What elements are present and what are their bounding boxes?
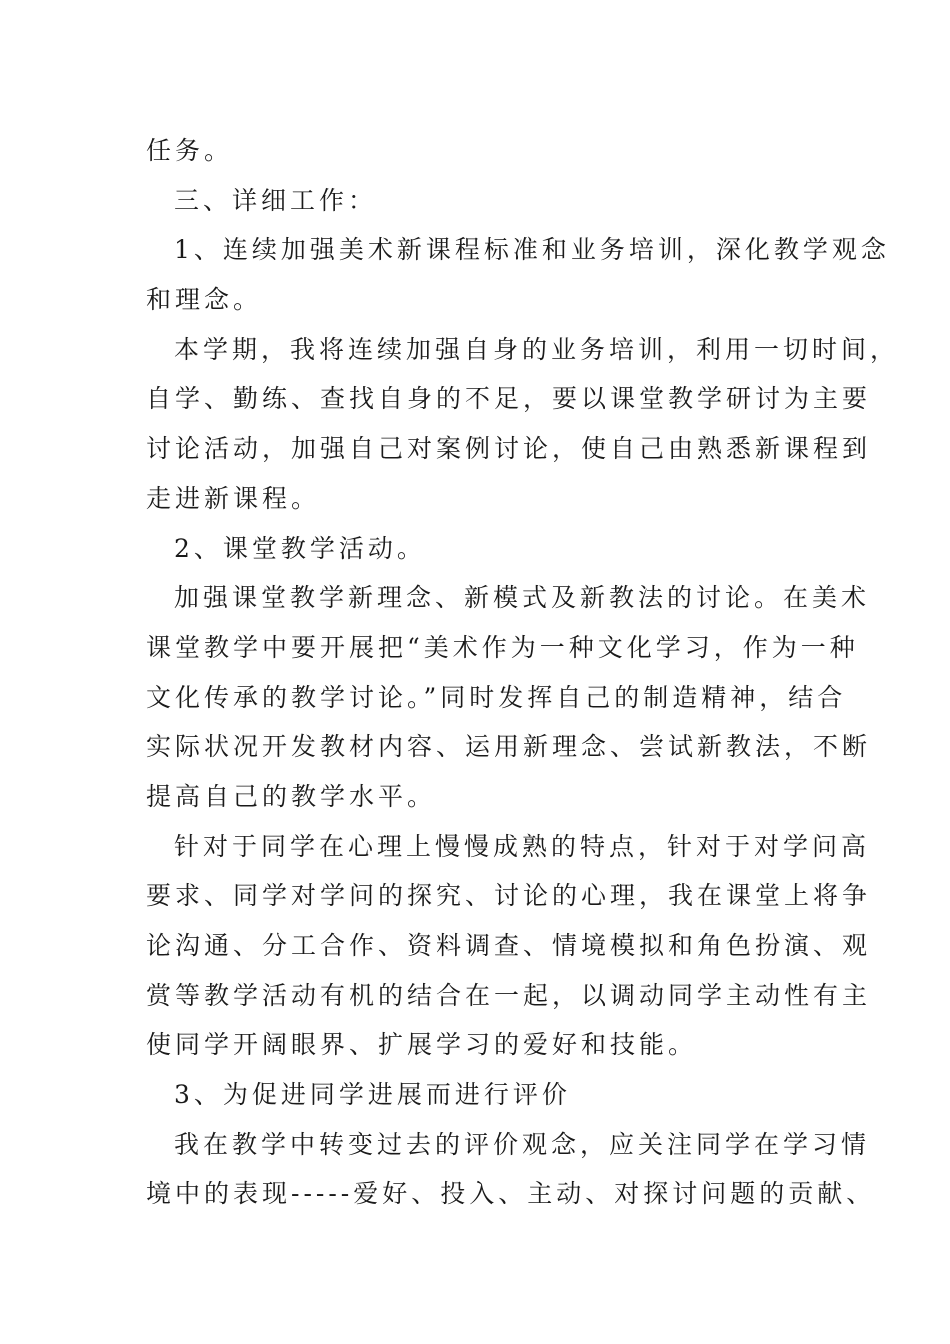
document-body	[146, 126, 900, 1219]
text-line: 和理念。	[146, 285, 263, 315]
text-line: 课堂教学中要开展把“美术作为一种文化学习，作为一种	[146, 632, 859, 662]
text-line: 针对于同学在心理上慢慢成熟的特点，针对于对学问高	[174, 831, 871, 861]
subsection-heading: 1、连续加强美术新课程标准和业务培训，深化教学观念	[174, 235, 890, 265]
text-line: 文化传承的教学讨论。”同时发挥自己的制造精神，结合	[146, 682, 847, 712]
text-line: 本学期，我将连续加强自身的业务培训，利用一切时间，	[174, 334, 900, 364]
text-line: 使同学开阔眼界、扩展学习的爱好和技能。	[146, 1030, 698, 1060]
text-line: 要求、同学对学问的探究、讨论的心理，我在课堂上将争	[146, 881, 872, 911]
text-line: 自学、勤练、查找自身的不足，要以课堂教学研讨为主要	[146, 384, 872, 414]
subsection-heading: 3、为促进同学进展而进行评价	[174, 1080, 571, 1110]
subsection-heading: 2、课堂教学活动。	[174, 533, 426, 563]
text-line: 讨论活动，加强自己对案例讨论，使自己由熟悉新课程到	[146, 434, 872, 464]
text-line: 境中的表现-----爱好、投入、主动、对探讨问题的贡献、	[146, 1179, 876, 1209]
text-line: 论沟通、分工合作、资料调查、情境模拟和角色扮演、观	[146, 931, 872, 960]
text-line: 实际状况开发教材内容、运用新理念、尝试新教法，不断	[146, 732, 872, 762]
text-line: 任务。	[146, 136, 234, 165]
section-heading: 三、详细工作：	[174, 185, 378, 215]
text-line: 我在教学中转变过去的评价观念，应关注同学在学习情	[174, 1129, 871, 1159]
text-line: 加强课堂教学新理念、新模式及新教法的讨论。在美术	[174, 583, 871, 613]
text-line: 走进新课程。	[146, 483, 321, 513]
text-line: 赏等教学活动有机的结合在一起，以调动同学主动性有主	[146, 980, 872, 1010]
text-line: 提高自己的教学水平。	[146, 781, 437, 811]
